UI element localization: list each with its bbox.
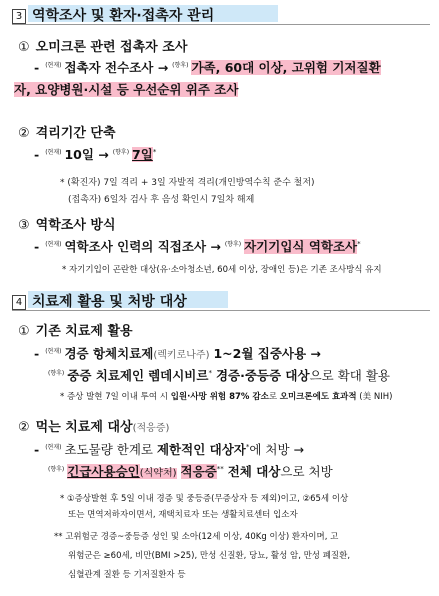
section-4-heading: [12, 291, 187, 311]
t2-new-c: 적응증: [180, 464, 217, 479]
s1-line1: - $^{(현재)}$ 접촉자 전수조사 → $^{(향후)}$ 가족, 60대 이상, 고위험 기저질환: [34, 60, 381, 75]
t1-now-a: 경증 항체치료제: [64, 346, 154, 361]
s1-new-b: 자, 요양병원·시설 등 우선순위 위주 조사: [14, 82, 239, 97]
t2-now-c: 에 처방 →: [249, 442, 305, 457]
t2-now-a: 초도물량 한계로: [64, 442, 153, 457]
s1-new-a: 가족, 60대 이상, 고위험 기저질환: [191, 60, 381, 75]
s3-tag-new: (향후): [224, 241, 242, 248]
t2-title-paren: (적응증): [132, 423, 170, 434]
t1-note-a: * 증상 발현 7일 이내 투여 시: [60, 392, 171, 402]
t1-now-b: 1~2월 집중사용 →: [213, 346, 321, 361]
t1-note-e: (美 NIH): [356, 392, 393, 402]
t2-note1a: * ①증상발현 후 5일 이내 경증 및 중등증(무증상자 등 제외)이고, ②65세 이상: [60, 494, 349, 504]
t2-new-a: 긴급사용승인: [67, 464, 140, 479]
s2-tag-new: (향후): [112, 149, 130, 156]
s3-heading: [18, 214, 116, 233]
s3-line1: - $^{(현재)}$ 역학조사 인력의 직접조사 → $^{(향후)}$ 자기기입식 역학조사*: [34, 239, 361, 254]
section-4-divider: [12, 310, 430, 311]
s3-new: 자기기입식 역학조사: [244, 239, 358, 254]
t2-number: ②: [18, 420, 30, 435]
s3-now: 역학조사 인력의 직접조사 →: [64, 239, 221, 254]
t2-note2c: 심혈관계 질환 등 기저질환자 등: [68, 570, 186, 580]
t2-note2a: ** 고위험군 경증~중등증 성인 및 소아(12세 이상, 40Kg 이상) 환자이며, 고: [54, 532, 339, 542]
section-4-title: 치료제 활용 및 처방 대상: [32, 294, 187, 310]
t2-new-b: (식약처): [139, 468, 177, 479]
t2-note2b: 위험군은 ≥60세, 비만(BMI >25), 만성 신질환, 당뇨, 활성 암, 만성 폐질환,: [68, 551, 351, 561]
t2-new-e: 으로 처방: [280, 464, 333, 479]
s2-now: 10일 →: [64, 147, 109, 162]
s1-now: 접촉자 전수조사 →: [64, 60, 169, 75]
t2-tag-now: (현재): [45, 444, 62, 451]
s3-new-star: *: [357, 240, 361, 248]
s1-title: 오미크론 관련 접촉자 조사: [35, 40, 188, 55]
t1-note-d: 오미크론에도 효과적: [279, 392, 357, 402]
t1-new-star: *: [208, 369, 212, 377]
t2-title: 먹는 치료제 대상: [35, 420, 133, 435]
section-3-title: 역학조사 및 환자·접촉자 관리: [32, 8, 215, 24]
t1-new-a: 중증 치료제인: [67, 368, 145, 383]
s1-line2: [14, 80, 238, 98]
s3-note: * 자기기입이 곤란한 대상(유·소아청소년, 60세 이상, 장애인 등)은 기존 조사방식 유지: [62, 265, 382, 275]
s1-tag-now: (현재): [45, 62, 62, 69]
section-3-number: 3: [12, 9, 26, 24]
t1-new-d: 으로 확대 활용: [309, 368, 390, 383]
t2-line1: - $^{(현재)}$ 초도물량 한계로 제한적인 대상자*에 처방 →: [34, 442, 305, 457]
s2-note2: (접촉자) 6일차 검사 후 음성 확인시 7일차 해제: [68, 195, 255, 205]
t1-note-b: 입원·사망 위험 87% 감소: [170, 392, 269, 402]
t1-heading: [18, 320, 133, 339]
t1-tag-new: (향후): [48, 370, 65, 377]
t1-now-paren: (렉키로나주): [153, 350, 210, 361]
t2-tag-new: (향후): [48, 466, 65, 473]
t2-note1b: 또는 면역저하자이면서, 재택치료자 또는 생활치료센터 입소자: [68, 510, 298, 520]
s2-new-star: *: [152, 148, 157, 156]
t2-heading: [18, 416, 169, 435]
s2-number: ②: [18, 126, 30, 141]
t1-number: ①: [18, 324, 30, 339]
t2-now-star: *: [245, 443, 250, 451]
s2-heading: [18, 122, 116, 141]
t1-note-c: 로: [268, 392, 280, 402]
s3-tag-now: (현재): [45, 241, 62, 248]
t2-new-d: 전체 대상: [227, 464, 281, 479]
section-3-divider: [12, 24, 430, 25]
t2-line2: [48, 462, 333, 480]
s2-note1: * (확진자) 7일 격리 + 3일 자발적 격리(개인방역수칙 준수 철저): [60, 178, 315, 188]
s1-heading: [18, 36, 187, 55]
section-3-heading: [12, 5, 214, 25]
s1-number: ①: [18, 40, 30, 55]
t1-note: [60, 390, 392, 402]
t1-tag-now: (현재): [45, 348, 62, 355]
t1-new-c: 경증·중등증 대상: [215, 368, 310, 383]
t1-new-b: 렘데시비르: [148, 368, 209, 383]
s2-new: 7일: [132, 147, 153, 162]
t2-new-star: **: [216, 465, 224, 473]
s1-tag-new: (향후): [172, 62, 189, 69]
section-4-number: 4: [12, 295, 26, 310]
s2-line1: - $^{(현재)}$ 10일 → $^{(향후)}$ 7일*: [34, 147, 157, 162]
t1-line2: [48, 366, 390, 384]
s3-title: 역학조사 방식: [35, 218, 116, 233]
s2-tag-now: (현재): [45, 149, 62, 156]
t2-now-b: 제한적인 대상자: [156, 442, 246, 457]
t1-title: 기존 치료제 활용: [35, 324, 133, 339]
s2-title: 격리기간 단축: [35, 126, 116, 141]
s3-number: ③: [18, 218, 30, 233]
t1-line1: - $^{(현재)}$ 경증 항체치료제(렉키로나주) 1~2월 집중사용 →: [34, 346, 321, 361]
